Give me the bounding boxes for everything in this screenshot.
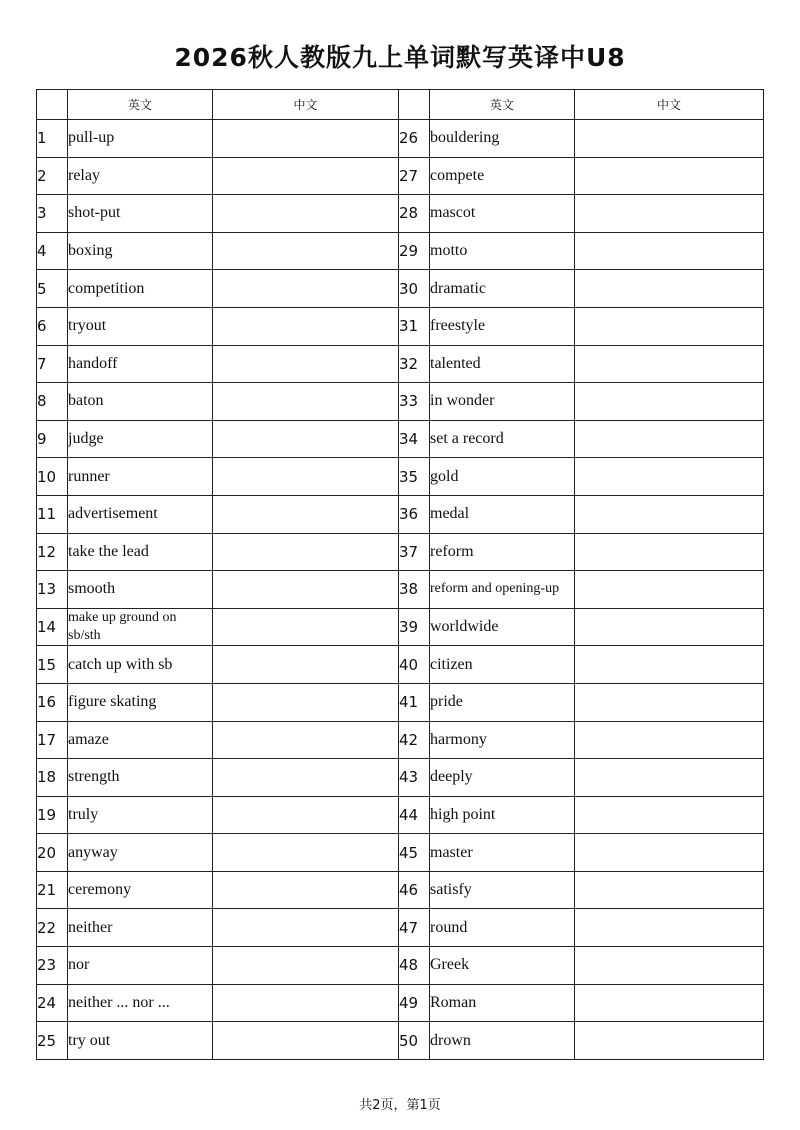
chinese-answer-blank-left[interactable] (213, 721, 399, 759)
chinese-answer-blank-left[interactable] (213, 157, 399, 195)
header-number-right (399, 90, 430, 120)
english-word-left: smooth (68, 571, 213, 609)
chinese-answer-blank-left[interactable] (213, 608, 399, 646)
word-number-left: 2 (37, 157, 68, 195)
chinese-answer-blank-left[interactable] (213, 683, 399, 721)
english-word-left: anyway (68, 834, 213, 872)
word-number-left: 15 (37, 646, 68, 684)
chinese-answer-blank-left[interactable] (213, 232, 399, 270)
chinese-answer-blank-left[interactable] (213, 871, 399, 909)
english-word-left: catch up with sb (68, 646, 213, 684)
english-word-right: harmony (430, 721, 575, 759)
word-number-left: 8 (37, 383, 68, 421)
chinese-answer-blank-right[interactable] (575, 759, 764, 797)
english-word-right: deeply (430, 759, 575, 797)
english-word-right: master (430, 834, 575, 872)
english-word-right: Roman (430, 984, 575, 1022)
english-word-right: set a record (430, 420, 575, 458)
word-number-left: 16 (37, 683, 68, 721)
vocab-table-body (37, 120, 764, 1060)
chinese-answer-blank-left[interactable] (213, 646, 399, 684)
english-word-left: runner (68, 458, 213, 496)
chinese-answer-blank-left[interactable] (213, 495, 399, 533)
header-chinese-left: 中文 (213, 90, 399, 120)
chinese-answer-blank-right[interactable] (575, 345, 764, 383)
english-word-right: in wonder (430, 383, 575, 421)
english-word-right: mascot (430, 195, 575, 233)
word-number-left: 6 (37, 307, 68, 345)
table-row (37, 120, 764, 158)
word-number-left: 25 (37, 1022, 68, 1060)
english-word-left: strength (68, 759, 213, 797)
english-word-right: medal (430, 495, 575, 533)
english-word-left: take the lead (68, 533, 213, 571)
chinese-answer-blank-right[interactable] (575, 909, 764, 947)
chinese-answer-blank-right[interactable] (575, 984, 764, 1022)
word-number-left: 1 (37, 120, 68, 158)
word-number-right: 48 (399, 947, 430, 985)
chinese-answer-blank-right[interactable] (575, 871, 764, 909)
word-number-left: 9 (37, 420, 68, 458)
header-chinese-right: 中文 (575, 90, 764, 120)
english-word-right: talented (430, 345, 575, 383)
chinese-answer-blank-right[interactable] (575, 608, 764, 646)
table-row (37, 420, 764, 458)
chinese-answer-blank-left[interactable] (213, 984, 399, 1022)
english-word-left: judge (68, 420, 213, 458)
word-number-right: 41 (399, 683, 430, 721)
chinese-answer-blank-left[interactable] (213, 1022, 399, 1060)
header-row (37, 90, 764, 120)
table-row (37, 608, 764, 646)
chinese-answer-blank-left[interactable] (213, 571, 399, 609)
word-number-right: 44 (399, 796, 430, 834)
word-number-right: 38 (399, 571, 430, 609)
word-number-left: 21 (37, 871, 68, 909)
chinese-answer-blank-right[interactable] (575, 195, 764, 233)
page-footer: 共2页，第1页 (359, 1098, 441, 1113)
word-number-right: 28 (399, 195, 430, 233)
english-word-left: competition (68, 270, 213, 308)
english-word-right: citizen (430, 646, 575, 684)
chinese-answer-blank-left[interactable] (213, 270, 399, 308)
chinese-answer-blank-right[interactable] (575, 834, 764, 872)
english-word-right: round (430, 909, 575, 947)
word-number-left: 20 (37, 834, 68, 872)
word-number-right: 26 (399, 120, 430, 158)
word-number-right: 29 (399, 232, 430, 270)
chinese-answer-blank-left[interactable] (213, 458, 399, 496)
word-number-left: 14 (37, 608, 68, 646)
chinese-answer-blank-right[interactable] (575, 232, 764, 270)
chinese-answer-blank-left[interactable] (213, 195, 399, 233)
chinese-answer-blank-right[interactable] (575, 420, 764, 458)
word-number-left: 13 (37, 571, 68, 609)
word-number-left: 11 (37, 495, 68, 533)
word-number-right: 47 (399, 909, 430, 947)
word-number-left: 10 (37, 458, 68, 496)
chinese-answer-blank-left[interactable] (213, 307, 399, 345)
english-word-right: motto (430, 232, 575, 270)
english-word-right: worldwide (430, 608, 575, 646)
english-word-right: freestyle (430, 307, 575, 345)
english-word-right: high point (430, 796, 575, 834)
english-word-left: figure skating (68, 683, 213, 721)
table-row (37, 721, 764, 759)
table-row (37, 383, 764, 421)
word-number-left: 18 (37, 759, 68, 797)
english-word-left: shot-put (68, 195, 213, 233)
english-word-left: boxing (68, 232, 213, 270)
word-number-left: 22 (37, 909, 68, 947)
word-number-right: 30 (399, 270, 430, 308)
chinese-answer-blank-right[interactable] (575, 796, 764, 834)
chinese-answer-blank-left[interactable] (213, 345, 399, 383)
english-word-right: satisfy (430, 871, 575, 909)
table-row (37, 1022, 764, 1060)
word-number-right: 32 (399, 345, 430, 383)
english-word-left: truly (68, 796, 213, 834)
table-row (37, 345, 764, 383)
header-english-right: 英文 (430, 90, 575, 120)
chinese-answer-blank-left[interactable] (213, 420, 399, 458)
chinese-answer-blank-right[interactable] (575, 383, 764, 421)
table-row (37, 533, 764, 571)
vocab-table (36, 89, 764, 1060)
chinese-answer-blank-right[interactable] (575, 495, 764, 533)
table-row (37, 834, 764, 872)
word-number-right: 33 (399, 383, 430, 421)
english-word-right: Greek (430, 947, 575, 985)
table-row (37, 759, 764, 797)
word-number-left: 23 (37, 947, 68, 985)
english-word-left: advertisement (68, 495, 213, 533)
word-number-right: 39 (399, 608, 430, 646)
table-row (37, 307, 764, 345)
chinese-answer-blank-left[interactable] (213, 909, 399, 947)
word-number-left: 19 (37, 796, 68, 834)
english-word-left: baton (68, 383, 213, 421)
word-number-left: 3 (37, 195, 68, 233)
english-word-right: gold (430, 458, 575, 496)
word-number-right: 27 (399, 157, 430, 195)
word-number-left: 5 (37, 270, 68, 308)
chinese-answer-blank-left[interactable] (213, 383, 399, 421)
english-word-right: pride (430, 683, 575, 721)
english-word-left: nor (68, 947, 213, 985)
word-number-right: 37 (399, 533, 430, 571)
chinese-answer-blank-right[interactable] (575, 1022, 764, 1060)
word-number-right: 35 (399, 458, 430, 496)
chinese-answer-blank-left[interactable] (213, 947, 399, 985)
table-row (37, 796, 764, 834)
word-number-right: 40 (399, 646, 430, 684)
chinese-answer-blank-right[interactable] (575, 571, 764, 609)
word-number-right: 46 (399, 871, 430, 909)
english-word-left: tryout (68, 307, 213, 345)
chinese-answer-blank-right[interactable] (575, 307, 764, 345)
table-row (37, 683, 764, 721)
chinese-answer-blank-right[interactable] (575, 458, 764, 496)
english-word-left: pull-up (68, 120, 213, 158)
header-english-left: 英文 (68, 90, 213, 120)
chinese-answer-blank-left[interactable] (213, 120, 399, 158)
chinese-answer-blank-right[interactable] (575, 683, 764, 721)
table-row (37, 458, 764, 496)
chinese-answer-blank-right[interactable] (575, 721, 764, 759)
chinese-answer-blank-right[interactable] (575, 157, 764, 195)
chinese-answer-blank-left[interactable] (213, 834, 399, 872)
english-word-left: amaze (68, 721, 213, 759)
chinese-answer-blank-right[interactable] (575, 646, 764, 684)
chinese-answer-blank-right[interactable] (575, 270, 764, 308)
english-word-right: dramatic (430, 270, 575, 308)
table-row (37, 947, 764, 985)
chinese-answer-blank-left[interactable] (213, 533, 399, 571)
word-number-right: 50 (399, 1022, 430, 1060)
table-row (37, 157, 764, 195)
english-word-left: handoff (68, 345, 213, 383)
english-word-right: reform (430, 533, 575, 571)
word-number-right: 34 (399, 420, 430, 458)
word-number-left: 4 (37, 232, 68, 270)
word-number-right: 31 (399, 307, 430, 345)
table-row (37, 270, 764, 308)
english-word-left: relay (68, 157, 213, 195)
table-row (37, 646, 764, 684)
english-word-left: try out (68, 1022, 213, 1060)
chinese-answer-blank-right[interactable] (575, 947, 764, 985)
word-number-right: 36 (399, 495, 430, 533)
table-row (37, 195, 764, 233)
page-title: 2026秋人教版九上单词默写英译中U8 (174, 43, 626, 72)
english-word-right: bouldering (430, 120, 575, 158)
english-word-right: drown (430, 1022, 575, 1060)
chinese-answer-blank-left[interactable] (213, 759, 399, 797)
header-number-left (37, 90, 68, 120)
word-number-right: 49 (399, 984, 430, 1022)
table-row (37, 909, 764, 947)
table-row (37, 571, 764, 609)
chinese-answer-blank-left[interactable] (213, 796, 399, 834)
word-number-right: 42 (399, 721, 430, 759)
english-word-left: neither (68, 909, 213, 947)
word-number-left: 7 (37, 345, 68, 383)
word-number-left: 24 (37, 984, 68, 1022)
english-word-right: reform and opening-up (430, 571, 575, 609)
table-row (37, 232, 764, 270)
english-word-left: ceremony (68, 871, 213, 909)
chinese-answer-blank-right[interactable] (575, 533, 764, 571)
word-number-left: 12 (37, 533, 68, 571)
table-row (37, 871, 764, 909)
table-row (37, 495, 764, 533)
word-number-right: 45 (399, 834, 430, 872)
table-row (37, 984, 764, 1022)
english-word-left: make up ground on sb/sth (68, 608, 213, 646)
english-word-right: compete (430, 157, 575, 195)
chinese-answer-blank-right[interactable] (575, 120, 764, 158)
english-word-left: neither ... nor ... (68, 984, 213, 1022)
word-number-right: 43 (399, 759, 430, 797)
word-number-left: 17 (37, 721, 68, 759)
